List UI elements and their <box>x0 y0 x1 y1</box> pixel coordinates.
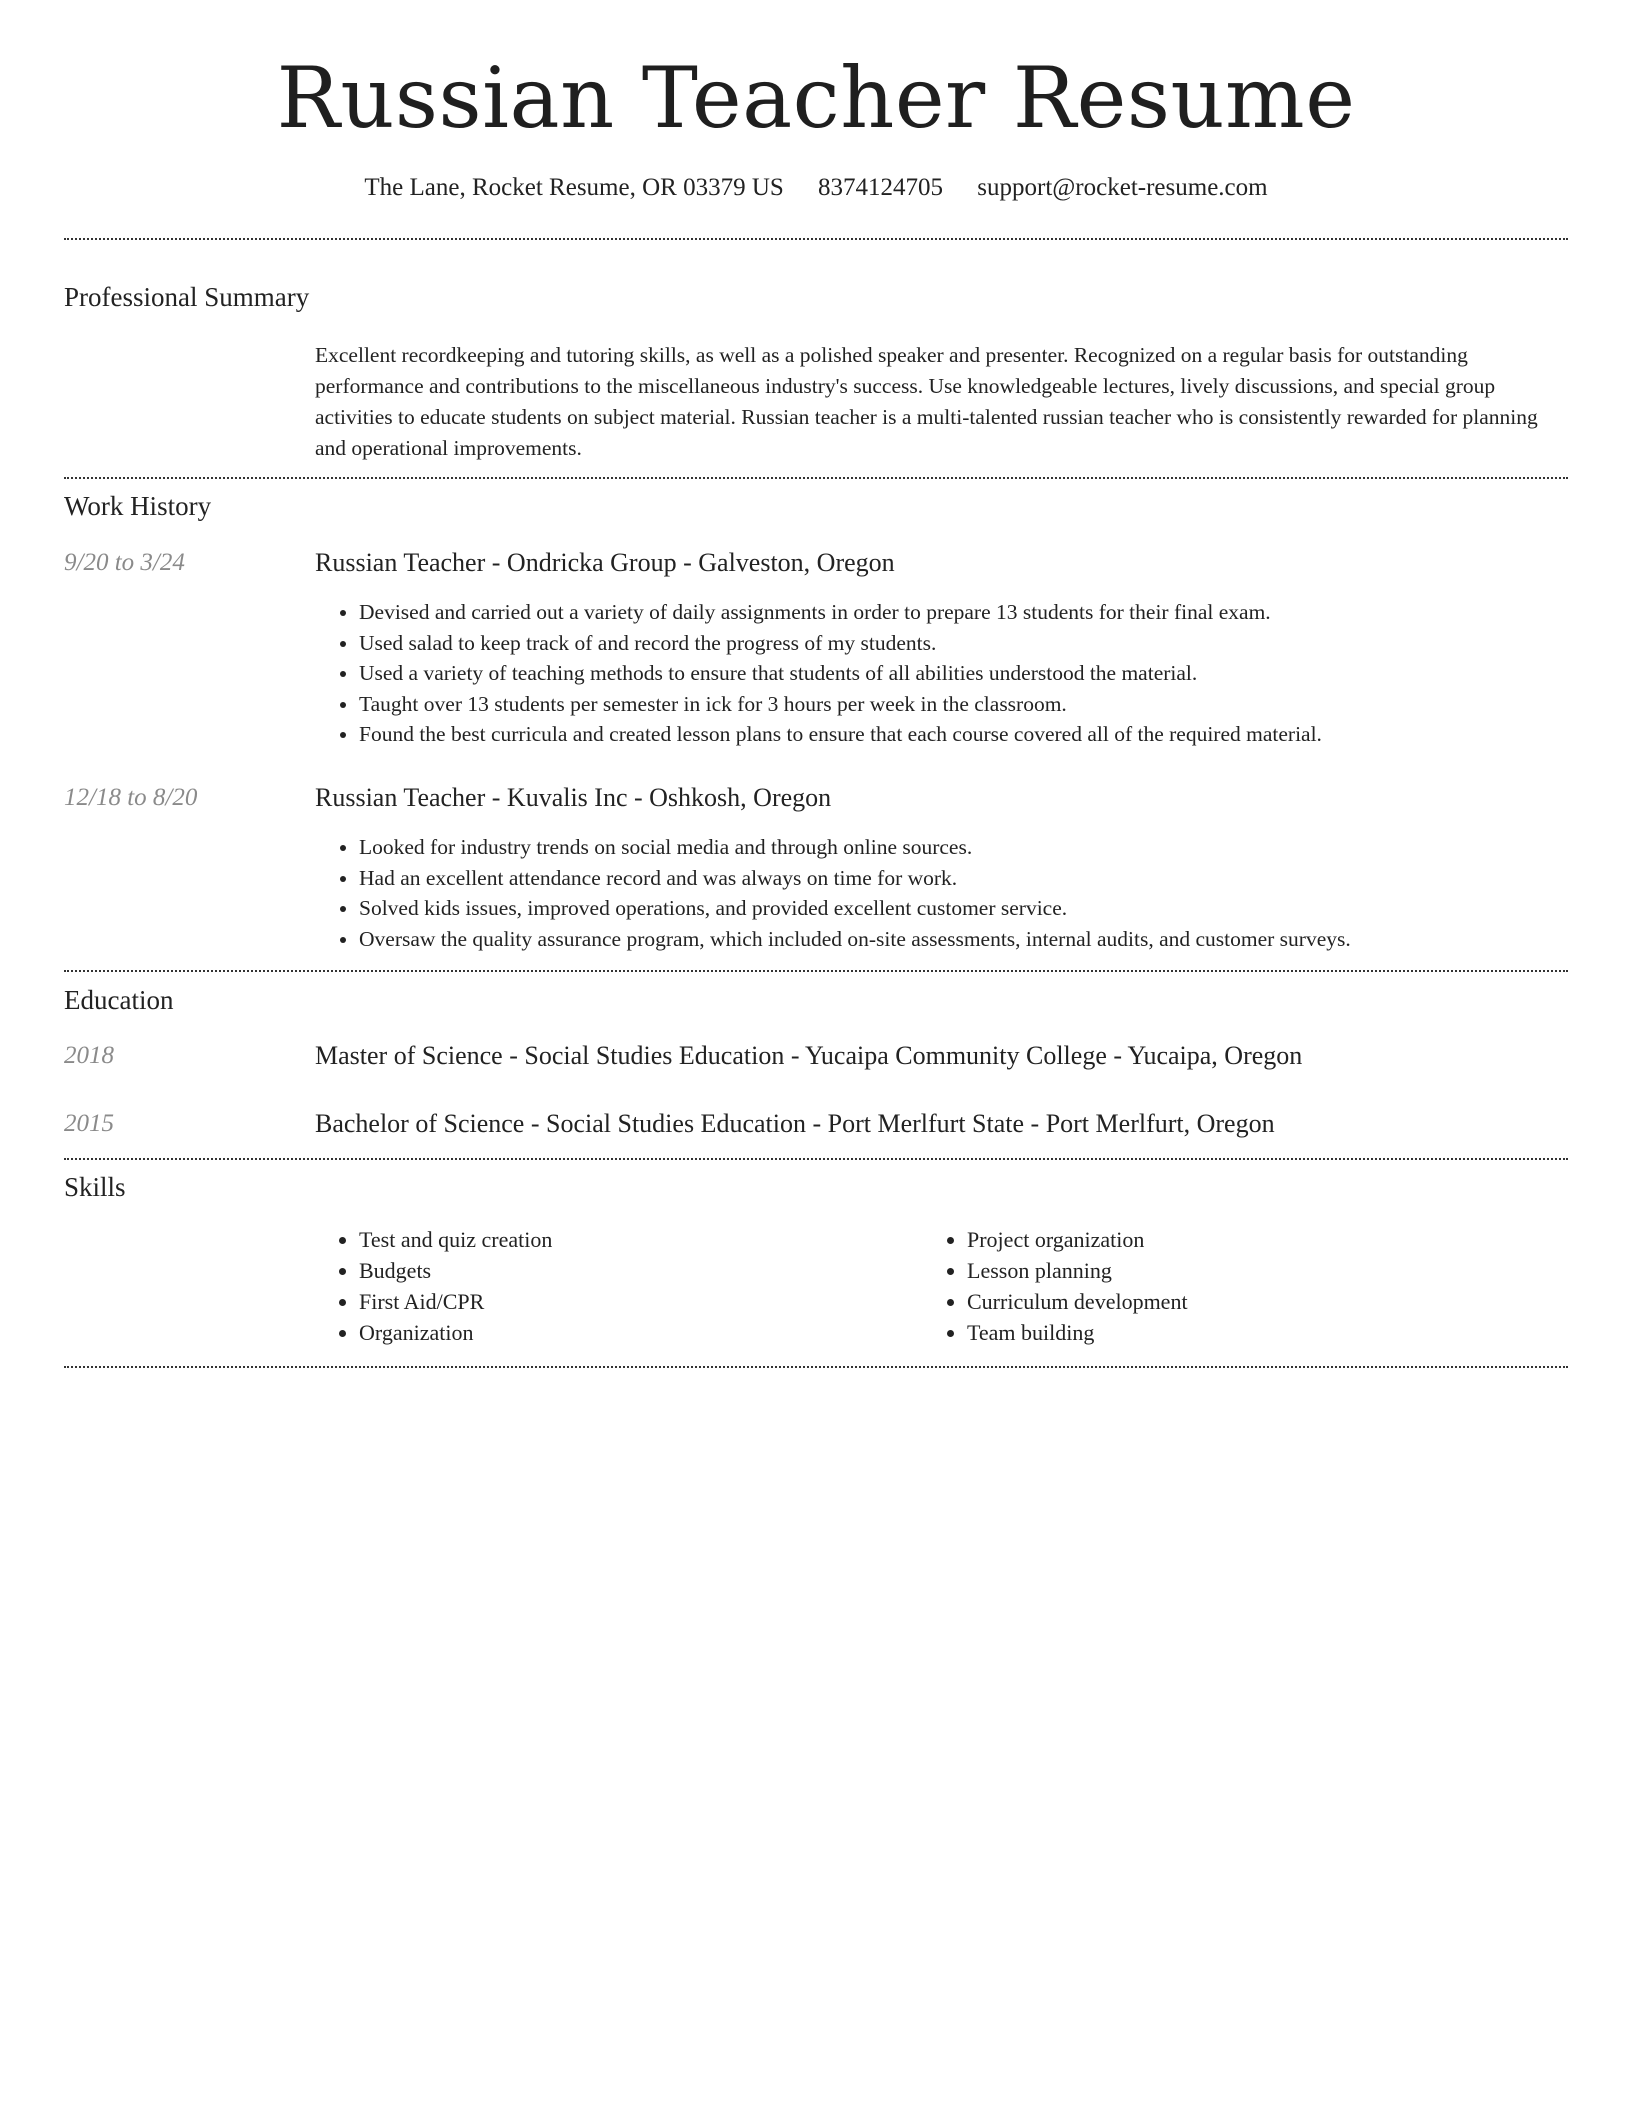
list-item: • Organization <box>359 1317 875 1348</box>
education-year: 2015 <box>64 1110 114 1137</box>
education-degree: Bachelor of Science - Social Studies Education - Port Merlfurt State - Port Merlfurt, Oregon <box>315 1109 1275 1138</box>
summary-text: Excellent recordkeeping and tutoring skills, as well as a polished speaker and presenter. Recognized on a regular basis for outstanding performance and contributions to the miscellaneous industry's success. Use knowledgeable lectures, lively discussions, and special group activities to educate students on subject material. Russian teacher is a multi-talented russian teacher who is consistently rewarded for planning and operational improvements. <box>315 343 1538 460</box>
list-item: • Looked for industry trends on social media and through online sources. <box>359 832 1565 863</box>
list-item: • Used a variety of teaching methods to ensure that students of all abilities understood the material. <box>359 658 1565 689</box>
contact-email: support@rocket-resume.com <box>977 174 1268 201</box>
education-year: 2018 <box>64 1042 114 1069</box>
divider <box>64 1366 1568 1368</box>
section-heading-work: Work History <box>64 491 212 521</box>
resume-title: Russian Teacher Resume <box>276 49 1356 147</box>
job-title: Russian Teacher - Ondricka Group - Galveston, Oregon <box>315 548 895 577</box>
job-dates: 9/20 to 3/24 <box>64 549 185 576</box>
list-item: • Used salad to keep track of and record the progress of my students. <box>359 628 1565 659</box>
list-item: • Found the best curricula and created lesson plans to ensure that each course covered all of the required material. <box>359 719 1565 750</box>
list-item: • Had an excellent attendance record and was always on time for work. <box>359 863 1565 894</box>
divider <box>64 477 1568 479</box>
contact-phone: 8374124705 <box>818 174 944 201</box>
list-item: • Devised and carried out a variety of daily assignments in order to prepare 13 students for their final exam. <box>359 597 1565 628</box>
list-item: • Taught over 13 students per semester in ick for 3 hours per week in the classroom. <box>359 689 1565 720</box>
list-item: • Lesson planning <box>967 1255 1483 1286</box>
contact-address: The Lane, Rocket Resume, OR 03379 US <box>364 174 784 201</box>
list-item: • First Aid/CPR <box>359 1286 875 1317</box>
section-heading-skills: Skills <box>64 1172 126 1202</box>
job-bullets <box>315 832 1565 954</box>
section-heading-summary: Professional Summary <box>64 282 310 312</box>
section-heading-education: Education <box>64 985 174 1015</box>
divider <box>64 238 1568 240</box>
job-dates: 12/18 to 8/20 <box>64 784 198 811</box>
list-item: • Curriculum development <box>967 1286 1483 1317</box>
contact-line <box>0 170 1632 206</box>
education-degree: Master of Science - Social Studies Education - Yucaipa Community College - Yucaipa, Oregon <box>315 1041 1303 1070</box>
job-bullets <box>315 597 1565 750</box>
list-item: • Oversaw the quality assurance program, which included on-site assessments, internal audits, and customer surveys. <box>359 924 1565 955</box>
list-item: • Project organization <box>967 1224 1483 1255</box>
skills-list-left <box>315 1224 875 1348</box>
skills-list-right <box>923 1224 1483 1348</box>
list-item: • Solved kids issues, improved operations, and provided excellent customer service. <box>359 893 1565 924</box>
divider <box>64 1158 1568 1160</box>
list-item: • Team building <box>967 1317 1483 1348</box>
divider <box>64 970 1568 972</box>
job-title: Russian Teacher - Kuvalis Inc - Oshkosh, Oregon <box>315 783 832 812</box>
list-item: • Budgets <box>359 1255 875 1286</box>
list-item: • Test and quiz creation <box>359 1224 875 1255</box>
